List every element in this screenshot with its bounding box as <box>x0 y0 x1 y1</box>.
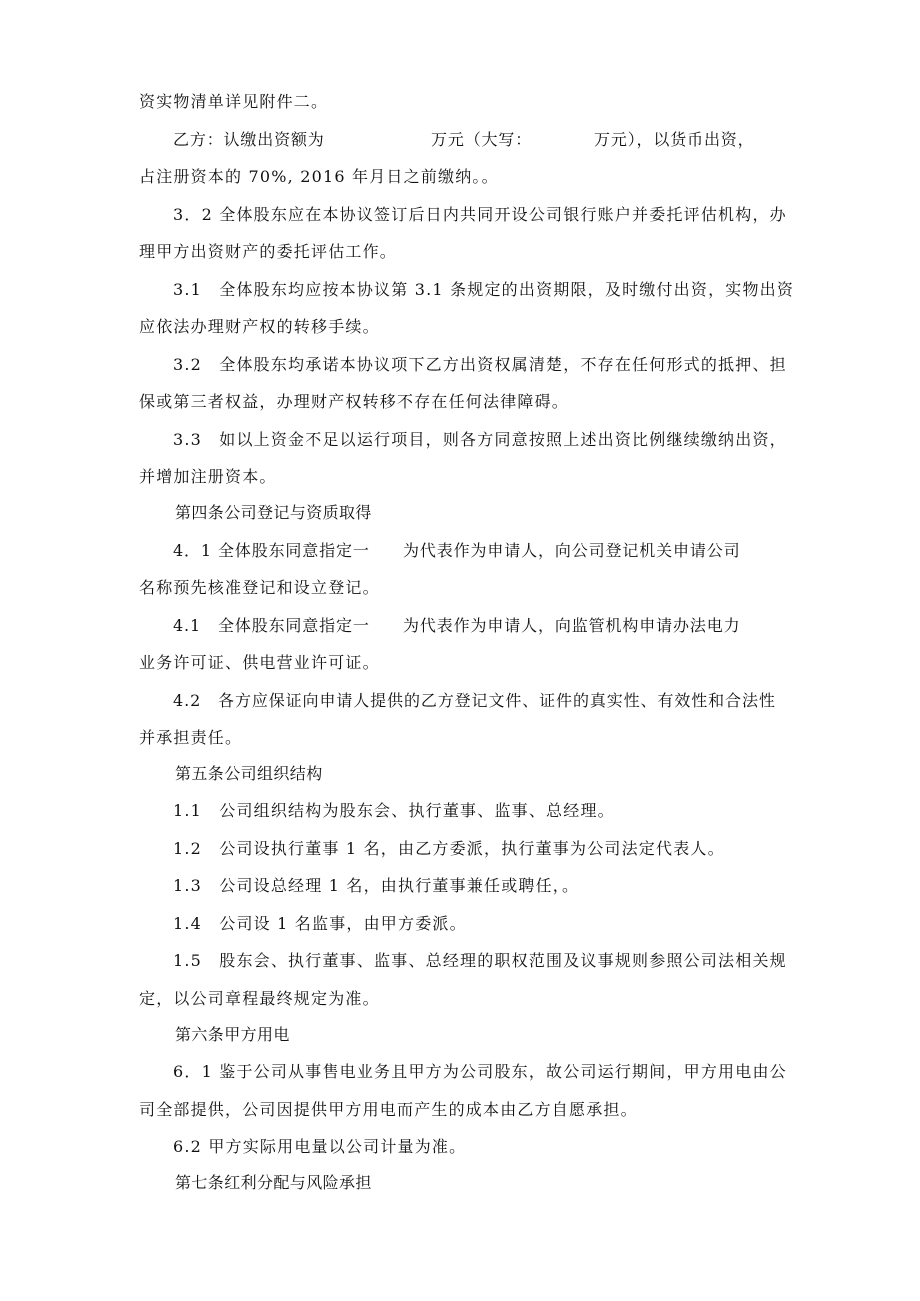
clause-1-1: 1.1 公司组织结构为股东会、执行董事、监事、总经理。 <box>173 801 615 820</box>
text-line: 并承担责任。 <box>139 728 243 747</box>
text-line: 应依法办理财产权的转移手续。 <box>139 317 380 336</box>
clause-6-2: 6.2 甲方实际用电量以公司计量为准。 <box>173 1137 467 1156</box>
clause-3-3: 3.3 如以上资金不足以运行项目，则各方同意按照上述出资比例继续缴纳出资， <box>173 430 787 449</box>
text-line: 业务许可证、供电营业许可证。 <box>139 653 380 672</box>
clause-4-2: 4.2 各方应保证向申请人提供的乙方登记文件、证件的真实性、有效性和合法性 <box>173 691 776 710</box>
section-heading-4: 第四条公司登记与资质取得 <box>175 503 372 522</box>
text-line: 保或第三者权益，办理财产权转移不存在任何法律障碍。 <box>139 392 570 411</box>
clause-1-5: 1.5 股东会、执行董事、监事、总经理的职权范围及议事规则参照公司法相关规 <box>173 951 787 970</box>
section-heading-7: 第七条红利分配与风险承担 <box>175 1173 372 1192</box>
text-segment: 万元），以货币出资， <box>594 130 755 149</box>
clause-3-2: 3．2 全体股东应在本协议签订后日内共同开设公司银行账户并委托评估机构，办 <box>173 205 787 224</box>
clause-3-1: 3.1 全体股东均应按本协议第 3.1 条规定的出资期限，及时缴付出资，实物出资 <box>173 280 795 299</box>
text-segment: 4.1 全体股东同意指定一 <box>173 616 370 635</box>
text-line: 资实物清单详见附件二。 <box>139 92 329 111</box>
text-segment: 4．1 全体股东同意指定一 <box>173 541 370 560</box>
clause-1-4: 1.4 公司设 1 名监事，由甲方委派。 <box>173 914 467 933</box>
text-line: 定，以公司章程最终规定为准。 <box>139 989 380 1008</box>
text-segment: 为代表作为申请人，向监管机构申请办法电力 <box>403 616 741 635</box>
text-segment: 为代表作为申请人，向公司登记机关申请公司 <box>403 541 741 560</box>
text-line: 司全部提供，公司因提供甲方用电而产生的成本由乙方自愿承担。 <box>139 1100 638 1119</box>
text-line: 名称预先核准登记和设立登记。 <box>139 578 380 597</box>
section-heading-6: 第六条甲方用电 <box>175 1025 290 1044</box>
text-line: 并增加注册资本。 <box>139 467 277 486</box>
clause-1-2: 1.2 公司设执行董事 1 名，由乙方委派，执行董事为公司法定代表人。 <box>173 839 725 858</box>
section-heading-5: 第五条公司组织结构 <box>175 764 323 783</box>
clause-3-2b: 3.2 全体股东均承诺本协议项下乙方出资权属清楚，不存在任何形式的抵押、担 <box>173 355 787 374</box>
text-segment: 万元（大写： <box>431 130 533 149</box>
clause-1-3: 1.3 公司设总经理 1 名，由执行董事兼任或聘任，。 <box>173 876 580 895</box>
text-segment: 乙方：认缴出资额为 <box>173 130 325 149</box>
text-line: 占注册资本的 70%, 2016 年月日之前缴纳。。 <box>139 167 499 186</box>
text-line: 理甲方出资财产的委托评估工作。 <box>139 242 398 261</box>
clause-6-1: 6．1 鉴于公司从事售电业务且甲方为公司股东，故公司运行期间，甲方用电由公 <box>173 1062 787 1081</box>
